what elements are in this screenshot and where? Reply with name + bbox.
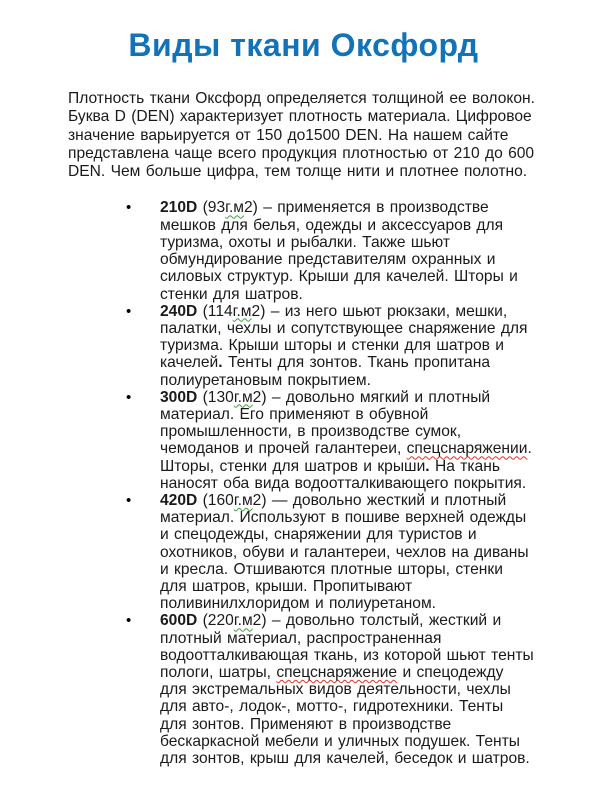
text-segment: (114 — [197, 302, 233, 320]
text-segment: . Шторы, стенки для шатров и крыши — [160, 440, 532, 475]
list-item-600d — [126, 612, 534, 767]
bullet-icon: • — [126, 612, 132, 630]
text-segment: (220 — [197, 612, 234, 630]
text-segment: 2) – довольно толстый, жесткий и плотный материал, распространенная водоотталкивающая ткань, из которой шьют тенты пологи, шатры, — [160, 612, 534, 681]
list-item-text — [160, 199, 518, 302]
bullet-icon: • — [126, 491, 132, 509]
unit-notation: г.м — [233, 388, 253, 406]
text-segment: 2) – из него шьют рюкзаки, мешки, палатки, чехлы и сопутствующее снаряжение для туризма. Крыши шторы и стенки для шатров и качелей — [160, 302, 528, 372]
text-segment: (160 — [197, 491, 234, 509]
density-label: 240D — [160, 302, 198, 320]
list-item-text — [160, 612, 534, 767]
text-segment: и спецодежду для экстремальных видов деятельности, чехлы для авто-, лодок-, мотто-, гидротехники. Тенты для зонтов. Применяют в производстве бескаркасной мебели и уличных подушек. Тенты для зонтов, крыш для качелей, беседок и шатров. — [160, 663, 530, 767]
unit-notation: г.м — [232, 302, 252, 320]
density-label: 300D — [160, 388, 198, 406]
list-item-300d — [126, 388, 534, 492]
bullet-icon: • — [126, 199, 132, 217]
text-segment: . — [425, 457, 430, 475]
unit-notation: г.м — [233, 612, 253, 630]
text-segment: (93 — [197, 199, 226, 217]
text-segment: (130 — [197, 388, 234, 406]
text-segment: Тенты для зонтов. Ткань пропитана полиуретановым покрытием. — [160, 354, 490, 389]
fabric-list — [0, 199, 607, 767]
list-item-text — [160, 389, 532, 492]
text-segment: 2) — довольно жесткий и плотный материал. Используют в пошиве верхней одежды и спецодежды, снаряжении для туристов и охотников, обуви и галантереи, чехлов на диваны и кресла. Отшиваются плотные шторы, стенки для шатров, крыши. Пропитывают поливинилхлоридом и полиуретаном. — [160, 491, 529, 613]
unit-notation: г.м — [233, 491, 253, 509]
density-label: 210D — [160, 199, 198, 217]
text-segment: На ткань наносят оба вида водоотталкивающего покрытия. — [160, 457, 527, 492]
bullet-icon: • — [126, 388, 132, 406]
list-item-text — [160, 492, 529, 612]
bullet-icon: • — [126, 302, 132, 320]
text-segment: 2) – применяется в производстве мешков для белья, одежды и аксессуаров для туризма, охоты и рыбалки. Также шьют обмундирование представителям охранных и силовых структур. Крыши для качелей. Шторы и стенки для шатров. — [160, 199, 518, 303]
text-segment: . — [218, 354, 223, 372]
intro-paragraph: Плотность ткани Оксфорд определяется толщиной ее волокон. Буква D (DEN) характеризует плотность материала. Цифровое значение варьируется от 150 до1500 DEN. На нашем сайте представлена чаще всего продукция плотностью от 210 до 600 DEN. Чем больше цифра, тем толще нити и плотнее полотно. — [68, 90, 535, 181]
list-item-240d — [126, 302, 534, 389]
density-label: 420D — [160, 491, 198, 509]
text-segment: 2) – довольно мягкий и плотный материал. Его применяют в обувной промышленности, в производстве сумок, чемоданов и прочей галантереи, — [160, 388, 491, 458]
page-title: Виды ткани Оксфорд — [128, 27, 479, 63]
list-item-text — [160, 303, 527, 389]
list-item-210d — [126, 199, 534, 303]
unit-notation: г.м — [225, 199, 244, 217]
list-item-420d — [126, 491, 534, 613]
misspelled-word: спецснаряжение — [276, 663, 398, 681]
misspelled-word: спецснаряжении — [406, 440, 528, 458]
density-label: 600D — [160, 612, 198, 630]
